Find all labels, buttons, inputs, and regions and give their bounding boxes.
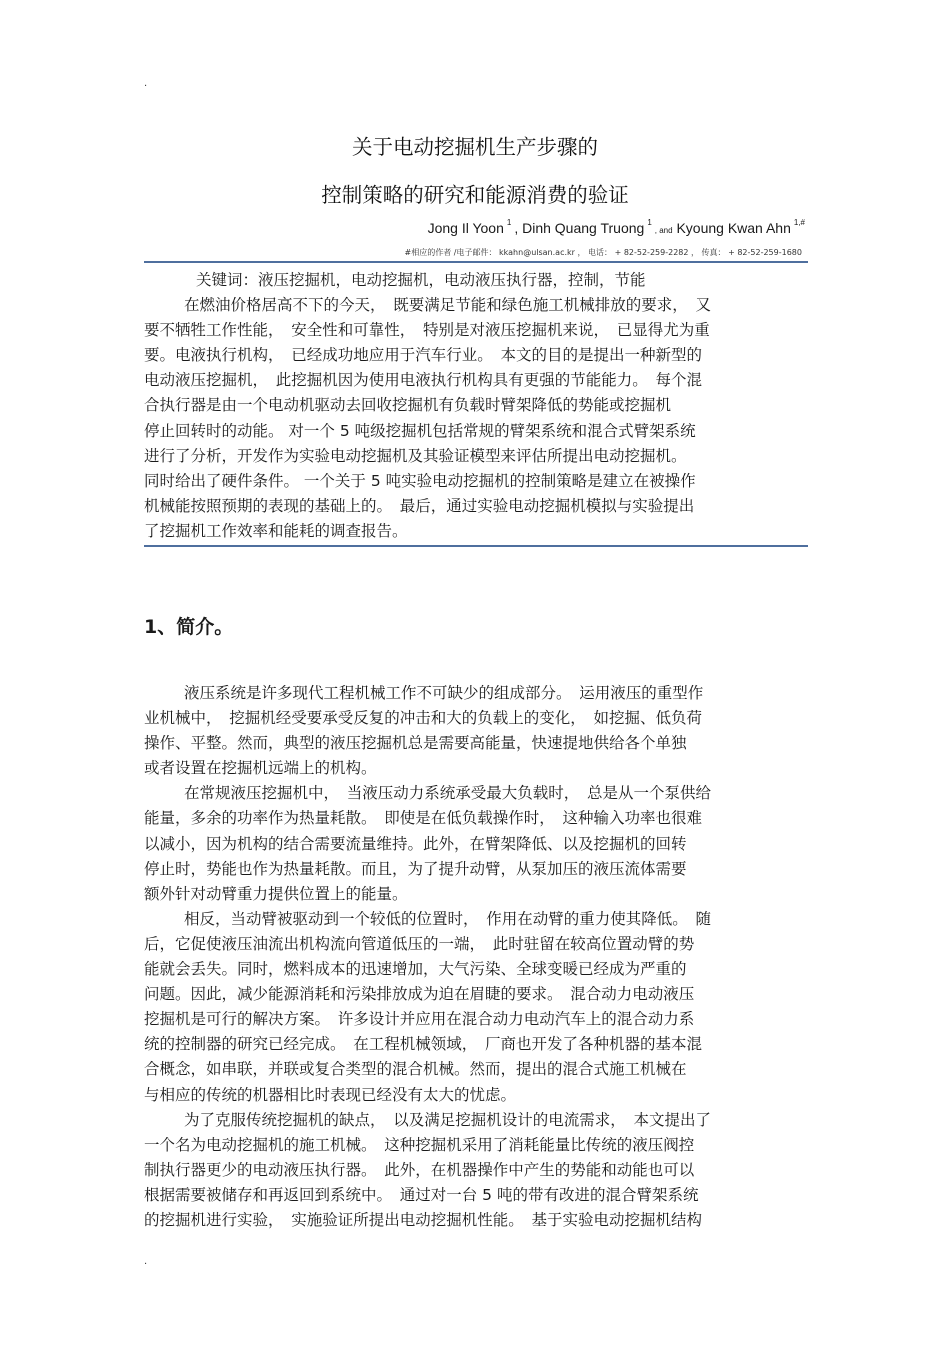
abstract-line: 进行了分析，开发作为实验电动挖掘机及其验证模型来评估所提出电动挖掘机。 (144, 446, 687, 465)
body-line: 在常规液压挖掘机中， 当液压动力系统承受最大负载时， 总是从一个泵供给 (184, 784, 712, 803)
abstract-line: 要。电液执行机构， 已经成功地应用于汽车行业。 本文的目的是提出一种新型的 (144, 346, 703, 365)
body-line: 合概念，如串联，并联或复合类型的混合机械。然而，提出的混合式施工机械在 (144, 1060, 687, 1079)
page-dot-bottom: . (144, 1256, 148, 1267)
body-line: 以减小，因为机构的结合需要流量维持。此外，在臂架降低、以及挖掘机的回转 (144, 834, 687, 853)
author-name: , Dinh Quang Truong (514, 220, 645, 236)
body-line: 后，它促使液压油流出机构流向管道低压的一端， 此时驻留在较高位置动臂的势 (144, 934, 695, 953)
author-name: Jong Il Yoon (427, 220, 504, 236)
body-line: 液压系统是许多现代工程机械工作不可缺少的组成部分。 运用液压的重型作 (184, 684, 704, 702)
body-line: 一个名为电动挖掘机的施工机械。 这种挖掘机采用了消耗能量比传统的液压阀控 (144, 1135, 695, 1154)
body-line: 根据需要被储存和再返回到系统中。 通过对一台 5 吨的带有改进的混合臂架系统 (144, 1185, 699, 1204)
body-line: 业机械中， 挖掘机经受要承受反复的冲击和大的负载上的变化， 如挖掘、低负荷 (144, 709, 703, 728)
body-line: 能就会丢失。同时，燃料成本的迅速增加，大气污染、全球变暖已经成为严重的 (144, 960, 687, 979)
section-body (144, 681, 808, 1233)
body-line: 或者设置在挖掘机远端上的机构。 (144, 759, 377, 778)
author-conjunction: , and (654, 226, 673, 235)
abstract-line: 了挖掘机工作效率和能耗的调查报告。 (144, 521, 408, 540)
body-line: 统的控制器的研究已经完成。 在工程机械领域， 厂商也开发了各种机器的基本混 (144, 1035, 703, 1054)
section-heading: 1、简介。 (144, 616, 234, 638)
body-line: 能量，多余的功率作为热量耗散。 即使是在低负载操作时， 这种输入功率也很难 (144, 809, 703, 828)
paper-title-line1: 关于电动挖掘机生产步骤的 (352, 135, 598, 159)
body-line: 挖掘机是可行的解决方案。 许多设计并应用在混合动力电动汽车上的混合动力系 (144, 1010, 695, 1029)
abstract-line: 电动液压挖掘机， 此挖掘机因为使用电液执行机构具有更强的节能能力。 每个混 (144, 371, 703, 390)
abstract-line: 合执行器是由一个电动机驱动去回收挖掘机有负载时臂架降低的势能或挖掘机 (144, 396, 672, 415)
abstract-top-rule (144, 261, 808, 263)
abstract-block (144, 268, 808, 544)
page-dot-top: . (144, 78, 148, 89)
body-line: 额外针对动臂重力提供位置上的能量。 (144, 884, 408, 903)
affiliation-mark: 1 (647, 218, 652, 227)
body-line: 为了克服传统挖掘机的缺点， 以及满足挖掘机设计的电流需求， 本文提出了 (184, 1110, 712, 1129)
paper-title-line2: 控制策略的研究和能源消费的验证 (321, 183, 629, 207)
body-line: 问题。因此，减少能源消耗和污染排放成为迫在眉睫的要求。 混合动力电动液压 (144, 985, 695, 1004)
abstract-line: 机械能按照预期的表现的基础上的。 最后，通过实验电动挖掘机模拟与实验提出 (144, 496, 695, 515)
author-list (428, 218, 808, 236)
body-line: 的挖掘机进行实验， 实施验证所提出电动挖掘机性能。 基于实验电动挖掘机结构 (144, 1210, 703, 1229)
keywords: 关键词：液压挖掘机，电动挖掘机，电动液压执行器，控制，节能 (196, 271, 646, 289)
body-line: 与相应的传统的机器相比时表现已经没有太大的忧虑。 (144, 1085, 517, 1104)
body-line: 操作、平整。然而，典型的液压挖掘机总是需要高能量，快速提地供给各个单独 (144, 734, 687, 753)
body-line: 停止时，势能也作为热量耗散。而且，为了提升动臂，从泵加压的液压流体需要 (144, 859, 687, 878)
abstract-line: 停止回转时的动能。 对一个 5 吨级挖掘机包括常规的臂架系统和混合式臂架系统 (144, 421, 696, 440)
body-line: 制执行器更少的电动液压执行器。 此外，在机器操作中产生的势能和动能也可以 (144, 1160, 695, 1179)
affiliation-mark: 1 (506, 218, 512, 227)
abstract-bottom-rule (144, 545, 808, 547)
contact-info: #相应的作者 /电子邮件： kkahn@ulsan.ac.kr ， 电话： + 82-52-259-2282 ， 传真： + 82-52-259-1680 (404, 248, 802, 257)
abstract-line: 在燃油价格居高不下的今天， 既要满足节能和绿色施工机械排放的要求， 又 (184, 296, 712, 315)
body-line: 相反，当动臂被驱动到一个较低的位置时， 作用在动臂的重力使其降低。 随 (184, 909, 712, 928)
author-name: Kyoung Kwan Ahn (676, 220, 791, 236)
affiliation-mark: 1,# (793, 218, 805, 227)
abstract-line: 要不牺牲工作性能， 安全性和可靠性， 特别是对液压挖掘机来说， 已显得尤为重 (144, 321, 710, 340)
abstract-line: 同时给出了硬件条件。 一个关于 5 吨实验电动挖掘机的控制策略是建立在被操作 (144, 471, 696, 490)
